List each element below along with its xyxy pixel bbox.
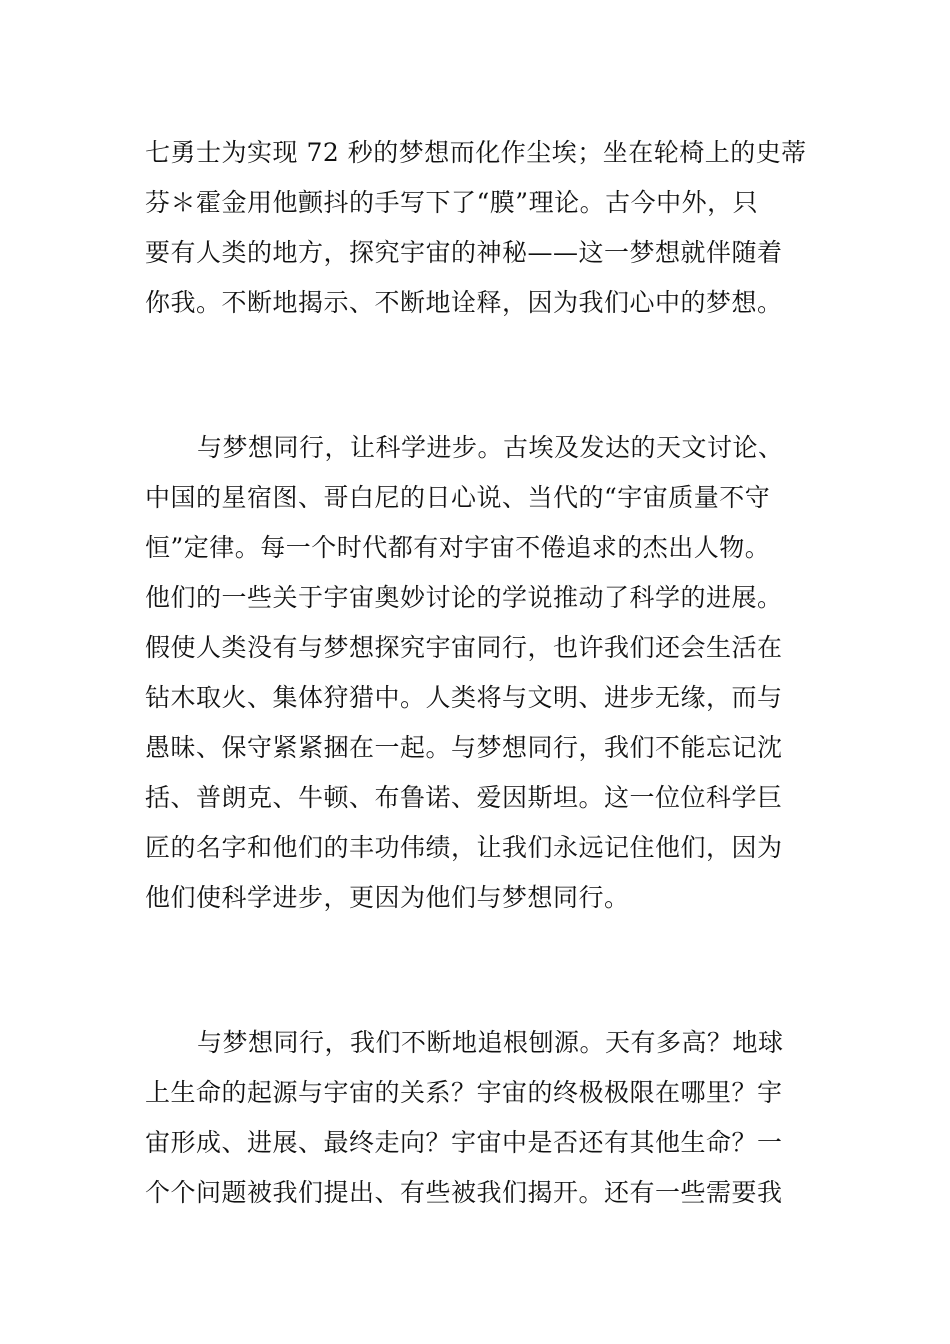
paragraph-1-line-4: 你我。不断地揭示、不断地诠释，因为我们心中的梦想。 (145, 288, 783, 317)
paragraph-3-line-1: 与梦想同行，我们不断地追根刨源。天有多高？地球 (197, 1028, 784, 1057)
paragraph-2-line-5: 假使人类没有与梦想探究宇宙同行，也许我们还会生活在 (145, 633, 783, 662)
paragraph-2-line-1: 与梦想同行，让科学进步。古埃及发达的天文讨论、 (197, 433, 784, 462)
paragraph-2-line-4: 他们的一些关于宇宙奥妙讨论的学说推动了科学的进展。 (145, 583, 783, 612)
paragraph-2-line-2: 中国的星宿图、哥白尼的日心说、当代的“宇宙质量不守 (145, 483, 771, 512)
paragraph-1-line-3: 要有人类的地方，探究宇宙的神秘——这一梦想就伴随着 (145, 238, 783, 267)
paragraph-1-line-1: 七勇士为实现 72 秒的梦想而化作尘埃；坐在轮椅上的史蒂 (145, 138, 807, 167)
paragraph-2-line-10: 他们使科学进步，更因为他们与梦想同行。 (145, 883, 630, 912)
paragraph-2-line-6: 钻木取火、集体狩猎中。人类将与文明、进步无缘，而与 (145, 683, 783, 712)
paragraph-2-line-8: 括、普朗克、牛顿、布鲁诺、爱因斯坦。这一位位科学巨 (145, 783, 783, 812)
paragraph-3-line-3: 宙形成、进展、最终走向？宇宙中是否还有其他生命？一 (145, 1128, 783, 1157)
paragraph-3-line-4: 个个问题被我们提出、有些被我们揭开。还有一些需要我 (145, 1178, 783, 1207)
paragraph-2-line-3: 恒”定律。每一个时代都有对宇宙不倦追求的杰出人物。 (145, 533, 771, 562)
paragraph-2-line-7: 愚昧、保守紧紧捆在一起。与梦想同行，我们不能忘记沈 (145, 733, 783, 762)
paragraph-1-line-2: 芬＊霍金用他颤抖的手写下了“膜”理论。古今中外，只 (145, 188, 759, 217)
paragraph-2-line-9: 匠的名字和他们的丰功伟绩，让我们永远记住他们，因为 (145, 833, 783, 862)
paragraph-3-line-2: 上生命的起源与宇宙的关系？宇宙的终极极限在哪里？宇 (145, 1078, 783, 1107)
